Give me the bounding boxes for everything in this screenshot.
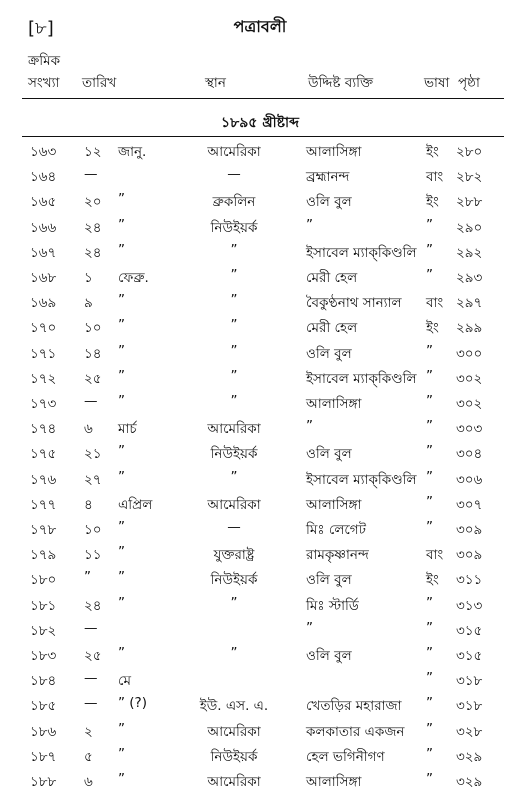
- serial-cell: ১৮০: [30, 572, 57, 589]
- day-cell: ৫: [84, 748, 93, 765]
- table-row: [0, 746, 520, 770]
- place-cell: নিউইয়র্ক: [210, 572, 258, 589]
- month-cell: মার্চ: [118, 421, 137, 438]
- place-cell: ”: [230, 292, 238, 309]
- table-row: [0, 418, 520, 442]
- day-cell: ৯: [84, 295, 93, 312]
- person-cell: ”: [306, 216, 313, 233]
- serial-cell: ১৭৯: [30, 547, 57, 564]
- page-number: [৮]: [28, 18, 54, 39]
- person-cell: ওলি বুল: [306, 194, 352, 211]
- day-cell: ২৫: [84, 370, 102, 387]
- serial-cell: ১৮৬: [30, 723, 57, 740]
- day-cell: —: [84, 619, 98, 636]
- day-cell: ২০: [84, 194, 102, 211]
- serial-cell: ১৭০: [30, 320, 57, 337]
- serial-cell: ১৬৫: [30, 194, 57, 211]
- page-cell: ৩০২: [456, 396, 483, 412]
- person-cell: ওলি বুল: [306, 446, 352, 463]
- person-cell: মিঃ স্টার্ডি: [306, 597, 359, 614]
- person-cell: কলকাতার একজন: [306, 723, 405, 740]
- language-cell: ”: [426, 493, 433, 510]
- day-cell: ১: [84, 270, 93, 286]
- page-cell: ২৯২: [456, 244, 483, 261]
- serial-cell: ১৭৩: [30, 396, 57, 412]
- serial-cell: ১৭৪: [30, 421, 57, 438]
- person-cell: ইসাবেল ম্যাক্‌কিণ্ডলি: [306, 471, 417, 488]
- day-cell: —: [84, 670, 98, 687]
- table-row: [0, 292, 520, 316]
- month-cell: জানু.: [118, 144, 147, 160]
- language-cell: ”: [426, 619, 433, 636]
- table-row: [0, 393, 520, 417]
- day-cell: ”: [84, 569, 91, 586]
- table-row: [0, 191, 520, 215]
- serial-cell: ১৭৬: [30, 471, 57, 488]
- table-row: [0, 443, 520, 467]
- day-cell: —: [84, 695, 98, 712]
- serial-cell: ১৬৮: [30, 270, 57, 286]
- place-cell: আমেরিকা: [207, 774, 261, 790]
- person-cell: হেল ভগিনীগণ: [306, 748, 385, 765]
- place-cell: নিউইয়র্ক: [210, 219, 258, 236]
- person-cell: মেরী হেল: [306, 270, 358, 286]
- serial-cell: ১৬৩: [30, 144, 57, 160]
- person-cell: ওলি বুল: [306, 572, 352, 589]
- table-row: [0, 645, 520, 669]
- table-row: [0, 670, 520, 694]
- header-serial-line1: ক্রমিক: [28, 53, 61, 69]
- place-cell: যুক্তরাষ্ট্র: [213, 547, 255, 564]
- language-cell: ”: [426, 342, 433, 359]
- table-row: [0, 217, 520, 241]
- header-serial-line2: সংখ্যা: [28, 75, 60, 91]
- place-cell: ইউ. এস. এ.: [199, 698, 269, 715]
- header-language: ভাষা: [424, 75, 450, 91]
- person-cell: ব্রহ্মানন্দ: [306, 169, 350, 186]
- page-cell: ৩০৪: [456, 446, 483, 463]
- page-cell: ২৯৩: [456, 270, 483, 286]
- month-cell: ”: [118, 241, 125, 258]
- day-cell: ২৪: [84, 597, 102, 614]
- table-row: [0, 368, 520, 392]
- serial-cell: ১৭৭: [30, 496, 57, 513]
- day-cell: ৪: [84, 496, 93, 513]
- day-cell: —: [84, 166, 98, 183]
- page-cell: ৩১৫: [456, 648, 483, 664]
- year-heading: ১৮৯৫ খ্রীষ্টাব্দ: [221, 115, 299, 131]
- page-cell: ৩০৯: [456, 522, 483, 538]
- table-row: [0, 721, 520, 745]
- table-row: [0, 317, 520, 341]
- month-cell: ”: [118, 367, 125, 384]
- serial-cell: ১৭৫: [30, 446, 57, 463]
- page-cell: ২৯৭: [456, 295, 483, 312]
- month-cell: ”: [118, 594, 125, 611]
- language-cell: ”: [426, 695, 433, 712]
- day-cell: ১৪: [84, 345, 102, 362]
- place-cell: ”: [230, 468, 238, 485]
- page-cell: ৩০৯: [456, 547, 483, 564]
- person-cell: মেরী হেল: [306, 320, 358, 337]
- header-page: পৃষ্ঠা: [458, 75, 480, 91]
- page-cell: ২৯০: [456, 219, 483, 236]
- language-cell: বাং: [426, 295, 444, 312]
- day-cell: ১০: [84, 320, 102, 337]
- day-cell: ২৪: [84, 219, 102, 236]
- place-cell: ”: [230, 241, 238, 258]
- month-cell: ”: [118, 645, 125, 661]
- table-row: [0, 519, 520, 543]
- language-cell: ”: [426, 468, 433, 485]
- month-cell: মে: [118, 673, 131, 690]
- place-cell: আমেরিকা: [207, 144, 261, 160]
- place-cell: ”: [230, 393, 238, 409]
- language-cell: বাং: [426, 169, 444, 186]
- person-cell: আলাসিঙ্গা: [306, 496, 362, 513]
- month-cell: ”: [118, 443, 125, 460]
- table-row: [0, 494, 520, 518]
- page-cell: ২৮০: [456, 144, 483, 160]
- place-cell: ”: [230, 645, 238, 661]
- month-cell: ”: [118, 342, 125, 359]
- place-cell: ”: [230, 267, 238, 283]
- day-cell: ২৭: [84, 471, 102, 488]
- header-person: উদ্দিষ্ট ব্যক্তি: [308, 75, 374, 91]
- table-row: [0, 569, 520, 593]
- header-place: স্থান: [205, 75, 226, 91]
- month-cell: ” (?): [118, 695, 147, 712]
- page-cell: ৩২৯: [456, 774, 483, 790]
- month-cell: ”: [118, 771, 125, 787]
- person-cell: ”: [306, 418, 313, 435]
- month-cell: ”: [118, 292, 125, 309]
- table-row: [0, 595, 520, 619]
- language-cell: ”: [426, 443, 433, 460]
- language-cell: ”: [426, 393, 433, 409]
- language-cell: ”: [426, 216, 433, 233]
- serial-cell: ১৬৭: [30, 244, 57, 261]
- person-cell: আলাসিঙ্গা: [306, 774, 362, 790]
- serial-cell: ১৮৩: [30, 648, 57, 664]
- day-cell: —: [84, 393, 98, 409]
- serial-cell: ১৮৮: [30, 774, 57, 790]
- month-cell: ”: [118, 720, 125, 737]
- language-cell: ”: [426, 367, 433, 384]
- table-row: [0, 695, 520, 719]
- place-cell: নিউইয়র্ক: [210, 446, 258, 463]
- person-cell: মিঃ লেগেট: [306, 522, 367, 538]
- day-cell: ৬: [84, 774, 93, 790]
- table-row: [0, 771, 520, 795]
- language-cell: ”: [426, 594, 433, 611]
- serial-cell: ১৭১: [30, 345, 57, 362]
- page-cell: ৩০৭: [456, 496, 483, 513]
- place-cell: ব্রুকলিন: [212, 194, 256, 211]
- page-cell: ৩০৬: [456, 471, 483, 488]
- language-cell: ”: [426, 745, 433, 762]
- page-cell: ৩২৮: [456, 723, 483, 740]
- table-row: [0, 620, 520, 644]
- language-cell: ”: [426, 670, 433, 687]
- day-cell: ২৪: [84, 244, 102, 261]
- day-cell: ২৫: [84, 648, 102, 664]
- language-cell: ”: [426, 645, 433, 661]
- table-row: [0, 166, 520, 190]
- place-cell: ”: [230, 317, 238, 334]
- table-row: [0, 242, 520, 266]
- place-cell: আমেরিকা: [207, 496, 261, 513]
- page-cell: ৩০০: [456, 345, 483, 362]
- place-cell: ”: [230, 367, 238, 384]
- language-cell: ”: [426, 519, 433, 535]
- month-cell: ”: [118, 745, 125, 762]
- serial-cell: ১৮২: [30, 622, 57, 639]
- page-cell: ৩১৮: [456, 673, 483, 690]
- month-cell: ফেব্রু.: [118, 270, 149, 286]
- language-cell: ইং: [426, 572, 439, 589]
- day-cell: ১২: [84, 144, 102, 160]
- place-cell: —: [227, 166, 241, 183]
- person-cell: ওলি বুল: [306, 345, 352, 362]
- language-cell: ”: [426, 241, 433, 258]
- day-cell: ২: [84, 723, 93, 740]
- serial-cell: ১৬৬: [30, 219, 57, 236]
- page-cell: ৩১৩: [456, 597, 483, 614]
- day-cell: ৬: [84, 421, 93, 438]
- day-cell: ১০: [84, 522, 102, 538]
- person-cell: খেতড়ির মহারাজা: [306, 698, 402, 715]
- table-row: [0, 343, 520, 367]
- month-cell: ”: [118, 216, 125, 233]
- page-cell: ৩১১: [456, 572, 483, 589]
- place-cell: নিউইয়র্ক: [210, 748, 258, 765]
- table-row: [0, 469, 520, 493]
- page-cell: ৩০২: [456, 370, 483, 387]
- person-cell: আলাসিঙ্গা: [306, 396, 362, 412]
- serial-cell: ১৬৯: [30, 295, 57, 312]
- month-cell: ”: [118, 569, 125, 586]
- language-cell: ”: [426, 418, 433, 435]
- language-cell: ”: [426, 771, 433, 787]
- language-cell: ইং: [426, 320, 439, 337]
- person-cell: ”: [306, 619, 313, 636]
- serial-cell: ১৮১: [30, 597, 57, 614]
- person-cell: ইসাবেল ম্যাক্‌কিণ্ডলি: [306, 370, 417, 387]
- serial-cell: ১৮৪: [30, 673, 57, 690]
- language-cell: ইং: [426, 144, 439, 160]
- page-cell: ৩০৩: [456, 421, 483, 438]
- person-cell: ওলি বুল: [306, 648, 352, 664]
- month-cell: ”: [118, 191, 125, 208]
- place-cell: ”: [230, 342, 238, 359]
- page-cell: ৩১৮: [456, 698, 483, 715]
- place-cell: আমেরিকা: [207, 421, 261, 438]
- page-cell: ৩২৯: [456, 748, 483, 765]
- person-cell: আলাসিঙ্গা: [306, 144, 362, 160]
- serial-cell: ১৮৭: [30, 748, 57, 765]
- table-row: [0, 267, 520, 291]
- page-cell: ৩১৫: [456, 622, 483, 639]
- language-cell: ”: [426, 267, 433, 283]
- serial-cell: ১৭২: [30, 370, 57, 387]
- month-cell: ”: [118, 468, 125, 485]
- month-cell: ”: [118, 519, 125, 535]
- serial-cell: ১৭৮: [30, 522, 57, 538]
- header-date: তারিখ: [82, 75, 117, 91]
- person-cell: ইসাবেল ম্যাক্‌কিণ্ডলি: [306, 244, 417, 261]
- table-row: [0, 141, 520, 165]
- serial-cell: ১৮৫: [30, 698, 57, 715]
- day-cell: ১১: [84, 547, 102, 564]
- page-cell: ২৮২: [456, 169, 483, 186]
- page-cell: ২৯৯: [456, 320, 483, 337]
- day-cell: ২১: [84, 446, 102, 463]
- page-cell: ২৮৮: [456, 194, 483, 211]
- place-cell: ”: [230, 594, 238, 611]
- person-cell: রামকৃষ্ণানন্দ: [306, 547, 369, 564]
- month-cell: এপ্রিল: [118, 496, 153, 513]
- table-row: [0, 544, 520, 568]
- month-cell: ”: [118, 317, 125, 334]
- month-cell: ”: [118, 544, 125, 561]
- language-cell: ইং: [426, 194, 439, 211]
- page-title: পত্রাবলী: [233, 17, 287, 36]
- place-cell: আমেরিকা: [207, 723, 261, 740]
- month-cell: ”: [118, 393, 125, 409]
- place-cell: —: [227, 519, 241, 535]
- person-cell: বৈকুণ্ঠনাথ সান্যাল: [306, 295, 402, 312]
- language-cell: ”: [426, 720, 433, 737]
- serial-cell: ১৬৪: [30, 169, 57, 186]
- language-cell: বাং: [426, 547, 444, 564]
